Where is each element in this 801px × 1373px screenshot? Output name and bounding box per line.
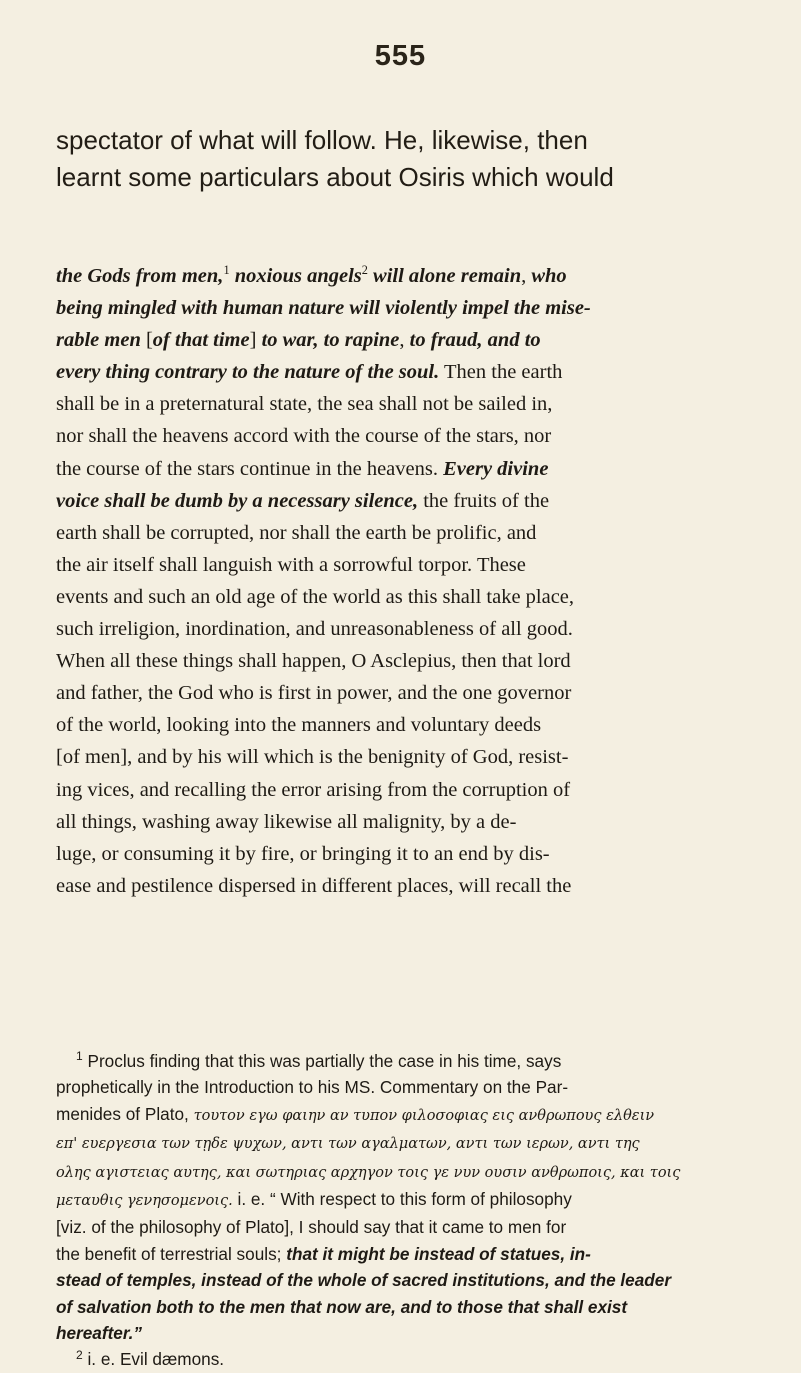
text-line: When all these things shall happen, O Asclepius, then that lord	[56, 650, 571, 673]
text-line	[56, 260, 758, 292]
text-line: events and such an old age of the world as this shall take place,	[56, 585, 575, 608]
greek-text: μεταυθις γενησομενοις.	[56, 1193, 233, 1210]
footnote-line: [viz. of the philosophy of Plato], I should say that it came to men for	[56, 1217, 567, 1238]
text-span: who	[531, 265, 567, 287]
text-span: the fruits of the	[418, 489, 550, 512]
text-line	[56, 485, 758, 517]
text-span: voice shall be dumb by a necessary silence,	[56, 489, 419, 512]
footnote-number: 1	[76, 1049, 83, 1064]
footnote-line	[56, 1129, 758, 1157]
text-span: will alone remain	[367, 265, 522, 287]
text-span: that it might be instead of statues, in-	[286, 1243, 591, 1264]
footnote-line: stead of temples, instead of the whole of sacred institutions, and the leader	[56, 1270, 672, 1291]
footnote-line	[56, 1101, 758, 1129]
text-line: nor shall the heavens accord with the course of the stars, nor	[56, 425, 552, 448]
text-span: the benefit of terrestrial souls;	[56, 1243, 287, 1264]
text-line: luge, or consuming it by fire, or bringing it to an end by dis-	[56, 842, 550, 865]
text-line	[56, 324, 758, 356]
text-span: [	[145, 329, 153, 352]
greek-text: τουτον εγω φαιην αν τυπον φιλοσοφιας εις ανθρωπους ελθειν	[193, 1107, 655, 1124]
text-line: ing vices, and recalling the error arising from the corruption of	[56, 778, 571, 801]
text-span: ,	[521, 265, 532, 287]
text-line	[56, 356, 758, 388]
text-span: rable men	[56, 329, 146, 352]
text-span: menides of Plato,	[56, 1103, 194, 1124]
text-line: [of men], and by his will which is the benignity of God, resist-	[56, 746, 569, 769]
intro-line: spectator of what will follow. He, likewise, then	[56, 125, 588, 155]
text-span: ,	[399, 329, 410, 352]
footnote-line: of salvation both to the men that now are, and to those that shall exist	[56, 1296, 628, 1317]
text-line: the air itself shall languish with a sorrowful torpor. These	[56, 553, 526, 576]
footnote-line	[56, 1158, 758, 1186]
footnotes	[56, 1048, 758, 1373]
footnote-ref-1: 1	[223, 263, 230, 278]
footnote-line: hereafter.”	[56, 1323, 142, 1344]
text-span: Every divine	[443, 457, 549, 480]
text-line: all things, washing away likewise all malignity, by a de-	[56, 810, 517, 833]
intro-block	[56, 122, 756, 196]
text-span: i. e. “ With respect to this form of philosophy	[232, 1189, 572, 1210]
text-span: i. e. Evil dæmons.	[82, 1349, 225, 1370]
text-span: Proclus finding that this was partially the case in his time, says	[82, 1051, 562, 1071]
text-line: such irreligion, inordination, and unreasonableness of all good.	[56, 618, 573, 641]
text-span: of that time	[152, 329, 250, 352]
text-line: and father, the God who is first in power, and the one governor	[56, 682, 572, 705]
footnote-ref-2: 2	[361, 263, 368, 278]
text-span: noxious angels	[229, 265, 362, 287]
text-line: of the world, looking into the manners and voluntary deeds	[56, 714, 542, 737]
text-span: ]	[249, 329, 257, 352]
intro-line: learnt some particulars about Osiris which would	[56, 162, 614, 192]
text-line: being mingled with human nature will violently impel the mise-	[56, 297, 591, 320]
text-span: Then the earth	[439, 361, 563, 384]
footnote-line: prophetically in the Introduction to his MS. Commentary on the Par-	[56, 1077, 569, 1098]
text-span: the course of the stars continue in the heavens.	[56, 457, 444, 480]
text-line: shall be in a preternatural state, the sea shall not be sailed in,	[56, 393, 553, 416]
main-text	[56, 260, 758, 902]
text-span: to fraud, and to	[409, 329, 541, 352]
greek-text: ολης αγιστειας αυτης, και σωτηριας αρχηγον τοις γε νυν ουσιν ανθρωποις, και τοις	[56, 1164, 681, 1181]
footnote-line	[56, 1186, 758, 1214]
footnote-line	[56, 1241, 758, 1267]
greek-text: επ' ευεργεσια των τῃδε ψυχων, αντι των αγαλματων, αντι των ιερων, αντι της	[56, 1136, 640, 1153]
footnote-number: 2	[76, 1347, 83, 1362]
text-span: the Gods from men,	[56, 265, 224, 287]
text-span: to war, to rapine	[256, 329, 400, 352]
text-line: earth shall be corrupted, nor shall the earth be prolific, and	[56, 521, 537, 544]
footnote-line	[56, 1048, 758, 1074]
text-span: every thing contrary to the nature of the soul.	[56, 361, 440, 384]
text-line	[56, 453, 758, 485]
footnote-line	[56, 1346, 758, 1372]
page-number: 555	[374, 40, 427, 72]
text-line: ease and pestilence dispersed in different places, will recall the	[56, 874, 572, 897]
